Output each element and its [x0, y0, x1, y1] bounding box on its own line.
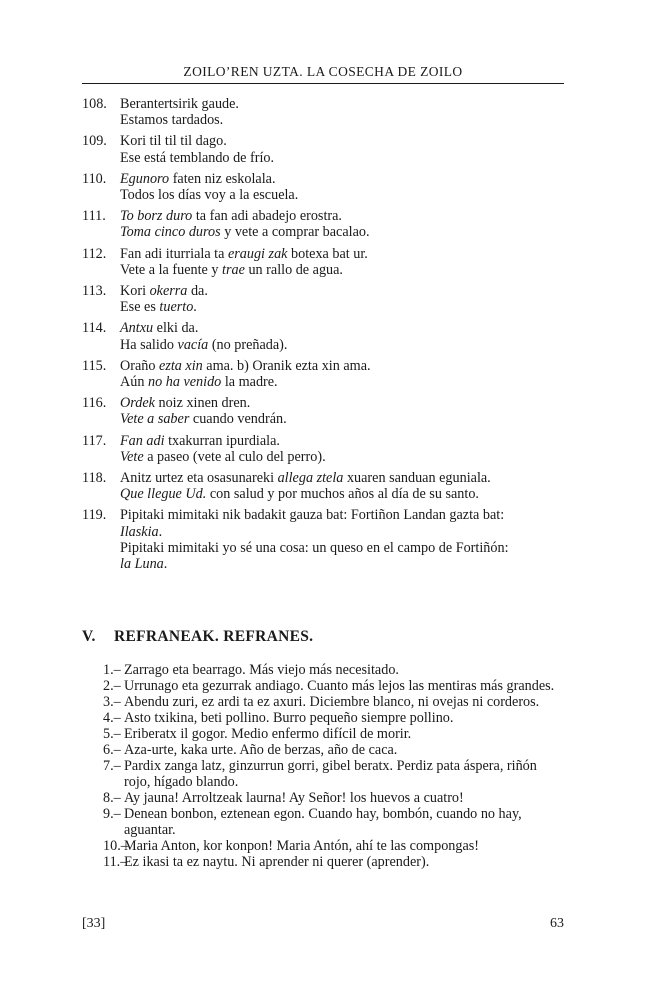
proverb-item — [103, 662, 565, 678]
italic-term: Ilaskia — [120, 523, 159, 540]
proverb-number: 11.– — [103, 854, 128, 870]
proverb-item — [103, 758, 565, 790]
entry-number: 110. — [82, 170, 107, 187]
numbered-entries — [82, 96, 564, 577]
line-text: da. — [187, 283, 208, 300]
italic-term: ezta xin — [159, 357, 203, 374]
line-text: Vete a la fuente y — [120, 261, 223, 278]
italic-term: no ha venido — [147, 374, 222, 391]
basque-line — [120, 283, 564, 299]
spanish-line — [120, 374, 564, 390]
italic-term: la Luna — [120, 556, 164, 573]
proverb-number: 8.– — [103, 790, 121, 806]
basque-line — [120, 433, 564, 449]
proverb-number: 3.– — [103, 694, 121, 710]
proverbs-list — [103, 662, 565, 870]
proverb-number: 6.– — [103, 742, 121, 758]
proverb-number: 7.– — [103, 758, 121, 774]
proverb-item — [103, 694, 565, 710]
proverb-text: Urrunago eta gezurrak andiago. Cuanto más lejos las mentiras más grandes. — [124, 678, 555, 694]
line-text: botexa bat ur. — [287, 245, 368, 262]
proverb-text: Ez ikasi ta ez naytu. Ni aprender ni querer (aprender). — [124, 854, 430, 870]
basque-line — [120, 358, 564, 374]
entry-number: 118. — [82, 470, 107, 487]
line-text: la madre. — [221, 374, 278, 391]
entry-number: 113. — [82, 283, 107, 300]
line-text: (no preñada). — [208, 336, 288, 353]
italic-term: To borz duro — [120, 208, 193, 225]
italic-term: trae — [222, 261, 245, 278]
line-text: Ha salido — [120, 336, 178, 353]
line-text: Kori — [120, 283, 150, 300]
italic-term: allega ztela — [277, 470, 344, 487]
spanish-line-end — [120, 556, 564, 572]
spanish-line — [120, 486, 564, 502]
line-text: Fan adi iturriala ta — [120, 245, 228, 262]
proverb-number: 5.– — [103, 726, 121, 742]
basque-line — [120, 246, 564, 262]
spanish-line: Estamos tardados. — [120, 112, 224, 129]
proverb-number: 2.– — [103, 678, 121, 694]
line-text: faten niz eskolala. — [169, 170, 276, 187]
italic-term: vacía — [177, 336, 209, 353]
entry-number: 112. — [82, 245, 107, 262]
proverb-text: Asto txikina, beti pollino. Burro pequeño siempre pollino. — [124, 710, 454, 726]
proverb-item — [103, 838, 565, 854]
line-text: xuaren sanduan eguniala. — [343, 470, 491, 487]
spanish-line — [120, 299, 564, 315]
basque-line-end — [120, 524, 564, 540]
spanish-line — [120, 337, 564, 353]
spanish-line — [120, 262, 564, 278]
entry-119 — [82, 507, 564, 572]
running-header: ZOILO’REN UZTA. LA COSECHA DE ZOILO — [183, 64, 463, 79]
proverb-number: 9.– — [103, 806, 121, 822]
entry-number: 116. — [82, 395, 107, 412]
proverb-text: Maria Anton, kor konpon! Maria Antón, ahí te las compongas! — [124, 838, 480, 854]
italic-term: Antxu — [120, 320, 154, 337]
proverb-item — [103, 790, 565, 806]
italic-term: Vete — [120, 448, 144, 465]
spanish-line — [120, 224, 564, 240]
entry-115 — [82, 358, 564, 390]
line-text: cuando vendrán. — [189, 411, 287, 428]
line-text: . — [158, 523, 163, 540]
proverb-item — [103, 678, 565, 694]
section-heading — [82, 628, 313, 646]
italic-term: tuerto — [159, 299, 194, 316]
line-text: con salud y por muchos años al día de su santo. — [206, 486, 479, 503]
entry-111 — [82, 208, 564, 240]
entry-number: 119. — [82, 507, 107, 524]
entry-number: 111. — [82, 208, 106, 225]
proverb-item — [103, 806, 565, 838]
entry-114 — [82, 320, 564, 352]
basque-line: Kori til til til dago. — [120, 133, 227, 150]
proverb-text: Pardix zanga latz, ginzurrun gorri, gibel beratx. Perdiz pata áspera, riñón rojo, hígado blando. — [124, 758, 537, 790]
line-text: elki da. — [153, 320, 199, 337]
proverb-text: Abendu zuri, ez ardi ta ez axuri. Diciembre blanco, ni ovejas ni corderos. — [124, 694, 540, 710]
line-text: ama. b) Oranik ezta xin ama. — [202, 357, 371, 374]
proverb-item — [103, 854, 565, 870]
entry-109 — [82, 133, 564, 165]
italic-term: Fan adi — [120, 432, 165, 449]
entry-116 — [82, 395, 564, 427]
entry-113 — [82, 283, 564, 315]
proverb-number: 4.– — [103, 710, 121, 726]
line-text: Aún — [120, 374, 148, 391]
line-text: un rallo de agua. — [244, 261, 343, 278]
line-text: y vete a comprar bacalao. — [220, 224, 370, 241]
proverb-number: 1.– — [103, 662, 121, 678]
line-text: Ese es — [120, 299, 160, 316]
proverb-text: Eriberatx il gogor. Medio enfermo difícil de morir. — [124, 726, 412, 742]
line-text: . — [163, 556, 168, 573]
entry-number: 114. — [82, 320, 107, 337]
spanish-line — [120, 411, 564, 427]
entry-number: 108. — [82, 96, 107, 112]
page-number: 63 — [550, 916, 564, 931]
entry-108 — [82, 96, 564, 128]
proverb-text: Ay jauna! Arroltzeak laurna! Ay Señor! los huevos a cuatro! — [124, 790, 464, 806]
folio-mark: [33] — [82, 916, 106, 931]
italic-term: Toma cinco duros — [120, 224, 221, 241]
spanish-line: Pipitaki mimitaki yo sé una cosa: un queso en el campo de Fortiñón: — [120, 539, 509, 556]
entry-110 — [82, 171, 564, 203]
italic-term: eraugi zak — [227, 245, 288, 262]
basque-line: Berantertsirik gaude. — [120, 96, 239, 112]
basque-line — [120, 208, 564, 224]
line-text: Anitz urtez eta osasunareki — [120, 470, 278, 487]
line-text: noiz xinen dren. — [154, 395, 251, 412]
basque-line — [120, 470, 564, 486]
entry-number: 109. — [82, 133, 107, 150]
italic-term: okerra — [149, 283, 188, 300]
line-text: ta fan adi abadejo erostra. — [192, 208, 342, 225]
proverb-item — [103, 742, 565, 758]
entry-118 — [82, 470, 564, 502]
proverb-number: 10.– — [103, 838, 128, 854]
proverb-item — [103, 710, 565, 726]
proverb-item — [103, 726, 565, 742]
line-text: . — [193, 299, 197, 316]
italic-term: Que llegue Ud. — [120, 486, 207, 503]
basque-line — [120, 395, 564, 411]
header-rule — [82, 83, 564, 84]
italic-term: Ordek — [120, 395, 155, 412]
section-title-text: REFRANEAK. REFRANES. — [114, 628, 314, 645]
line-text: txakurran ipurdiala. — [164, 432, 280, 449]
proverb-text: Zarrago eta bearrago. Más viejo más necesitado. — [124, 662, 399, 678]
proverb-text: Aza-urte, kaka urte. Año de berzas, año de caca. — [124, 742, 398, 758]
section-number: V. — [82, 628, 96, 645]
entry-number: 115. — [82, 357, 107, 374]
entry-117 — [82, 433, 564, 465]
spanish-line: Todos los días voy a la escuela. — [120, 187, 299, 204]
spanish-line — [120, 449, 564, 465]
entry-number: 117. — [82, 432, 107, 449]
italic-term: Egunoro — [120, 170, 170, 187]
spanish-line: Ese está temblando de frío. — [120, 149, 275, 166]
basque-line: Pipitaki mimitaki nik badakit gauza bat: Fortiñon Landan gazta bat: — [120, 507, 505, 524]
proverb-text: Denean bonbon, eztenean egon. Cuando hay, bombón, cuando no hay, aguantar. — [124, 806, 522, 838]
line-text: Oraño — [120, 357, 160, 374]
basque-line — [120, 320, 564, 336]
entry-112 — [82, 246, 564, 278]
basque-line — [120, 171, 564, 187]
italic-term: Vete a saber — [120, 411, 190, 428]
line-text: a paseo (vete al culo del perro). — [143, 448, 326, 465]
